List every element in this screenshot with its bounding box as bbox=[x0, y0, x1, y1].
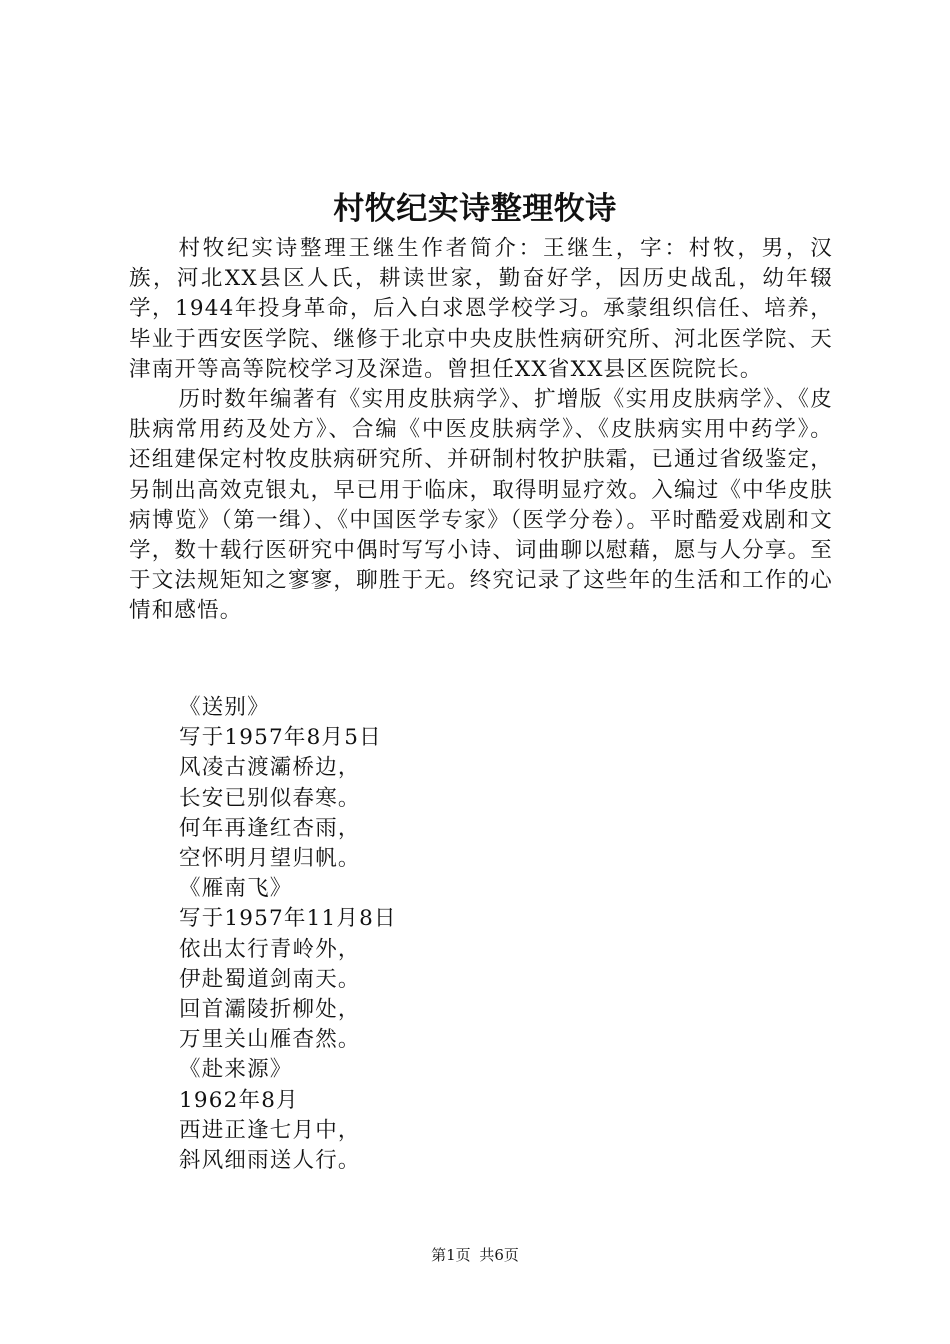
intro-paragraph: 村牧纪实诗整理王继生作者简介：王继生，字：村牧，男，汉族，河北XX县区人氏，耕读世家，勤奋好学，因历史战乱，幼年辍学，1944年投身革命，后入白求恩学校学习。承蒙组织信任、培养，毕业于西安医学院、继修于北京中央皮肤性病研究所、河北医学院、天津南开等高等院校学习及深造。曾担任XX省XX县区医院院长。 bbox=[129, 236, 833, 382]
document-body bbox=[129, 234, 833, 627]
works-paragraph: 历时数年编著有《实用皮肤病学》、扩增版《实用皮肤病学》、《皮肤病常用药及处方》、合编《中医皮肤病学》、《皮肤病实用中药学》。还组建保定村牧皮肤病研究所、并研制村牧护肤霜，已通过省级鉴定，另制出高效克银丸，早已用于临床，取得明显疗效。入编过《中华皮肤病博览》（第一缉）、《中国医学专家》（医学分卷）。平时酷爱戏剧和文学，数十载行医研究中偶时写写小诗、词曲聊以慰藉，愿与人分享。至于文法规矩知之寥寥，聊胜于无。终究记录了这些年的生活和工作的心情和感悟。 bbox=[129, 387, 833, 624]
poem-section bbox=[179, 693, 839, 1176]
poem-line: 回首灞陵折柳处， bbox=[179, 997, 361, 1023]
document-title: 村牧纪实诗整理牧诗 bbox=[333, 191, 617, 227]
page-footer bbox=[0, 1245, 950, 1265]
poem-title-songbie: 《送别》 bbox=[179, 695, 270, 720]
poem-title-fulaiyuan: 《赴来源》 bbox=[179, 1057, 293, 1083]
poem-line: 风凌古渡灞桥边， bbox=[179, 755, 361, 781]
poem-line: 斜风细雨送人行。 bbox=[179, 1148, 361, 1174]
page-total: 共6页 bbox=[479, 1246, 519, 1264]
poem-line: 何年再逢红杏雨， bbox=[179, 815, 361, 841]
poem-line: 长安已别似春寒。 bbox=[179, 785, 361, 811]
poem-date: 1962年8月 bbox=[179, 1087, 299, 1113]
poem-title-yannanfei: 《雁南飞》 bbox=[179, 876, 293, 902]
page-number: 第1页 bbox=[431, 1246, 471, 1264]
poem-line: 西进正逢七月中， bbox=[179, 1117, 361, 1143]
poem-line: 空怀明月望归帆。 bbox=[179, 846, 361, 872]
poem-line: 依出太行青岭外， bbox=[179, 936, 361, 962]
poem-date: 写于1957年8月5日 bbox=[179, 725, 382, 751]
poem-date: 写于1957年11月8日 bbox=[179, 906, 397, 932]
poem-line: 伊赴蜀道剑南天。 bbox=[179, 966, 361, 992]
poem-line: 万里关山雁杳然。 bbox=[179, 1027, 361, 1053]
